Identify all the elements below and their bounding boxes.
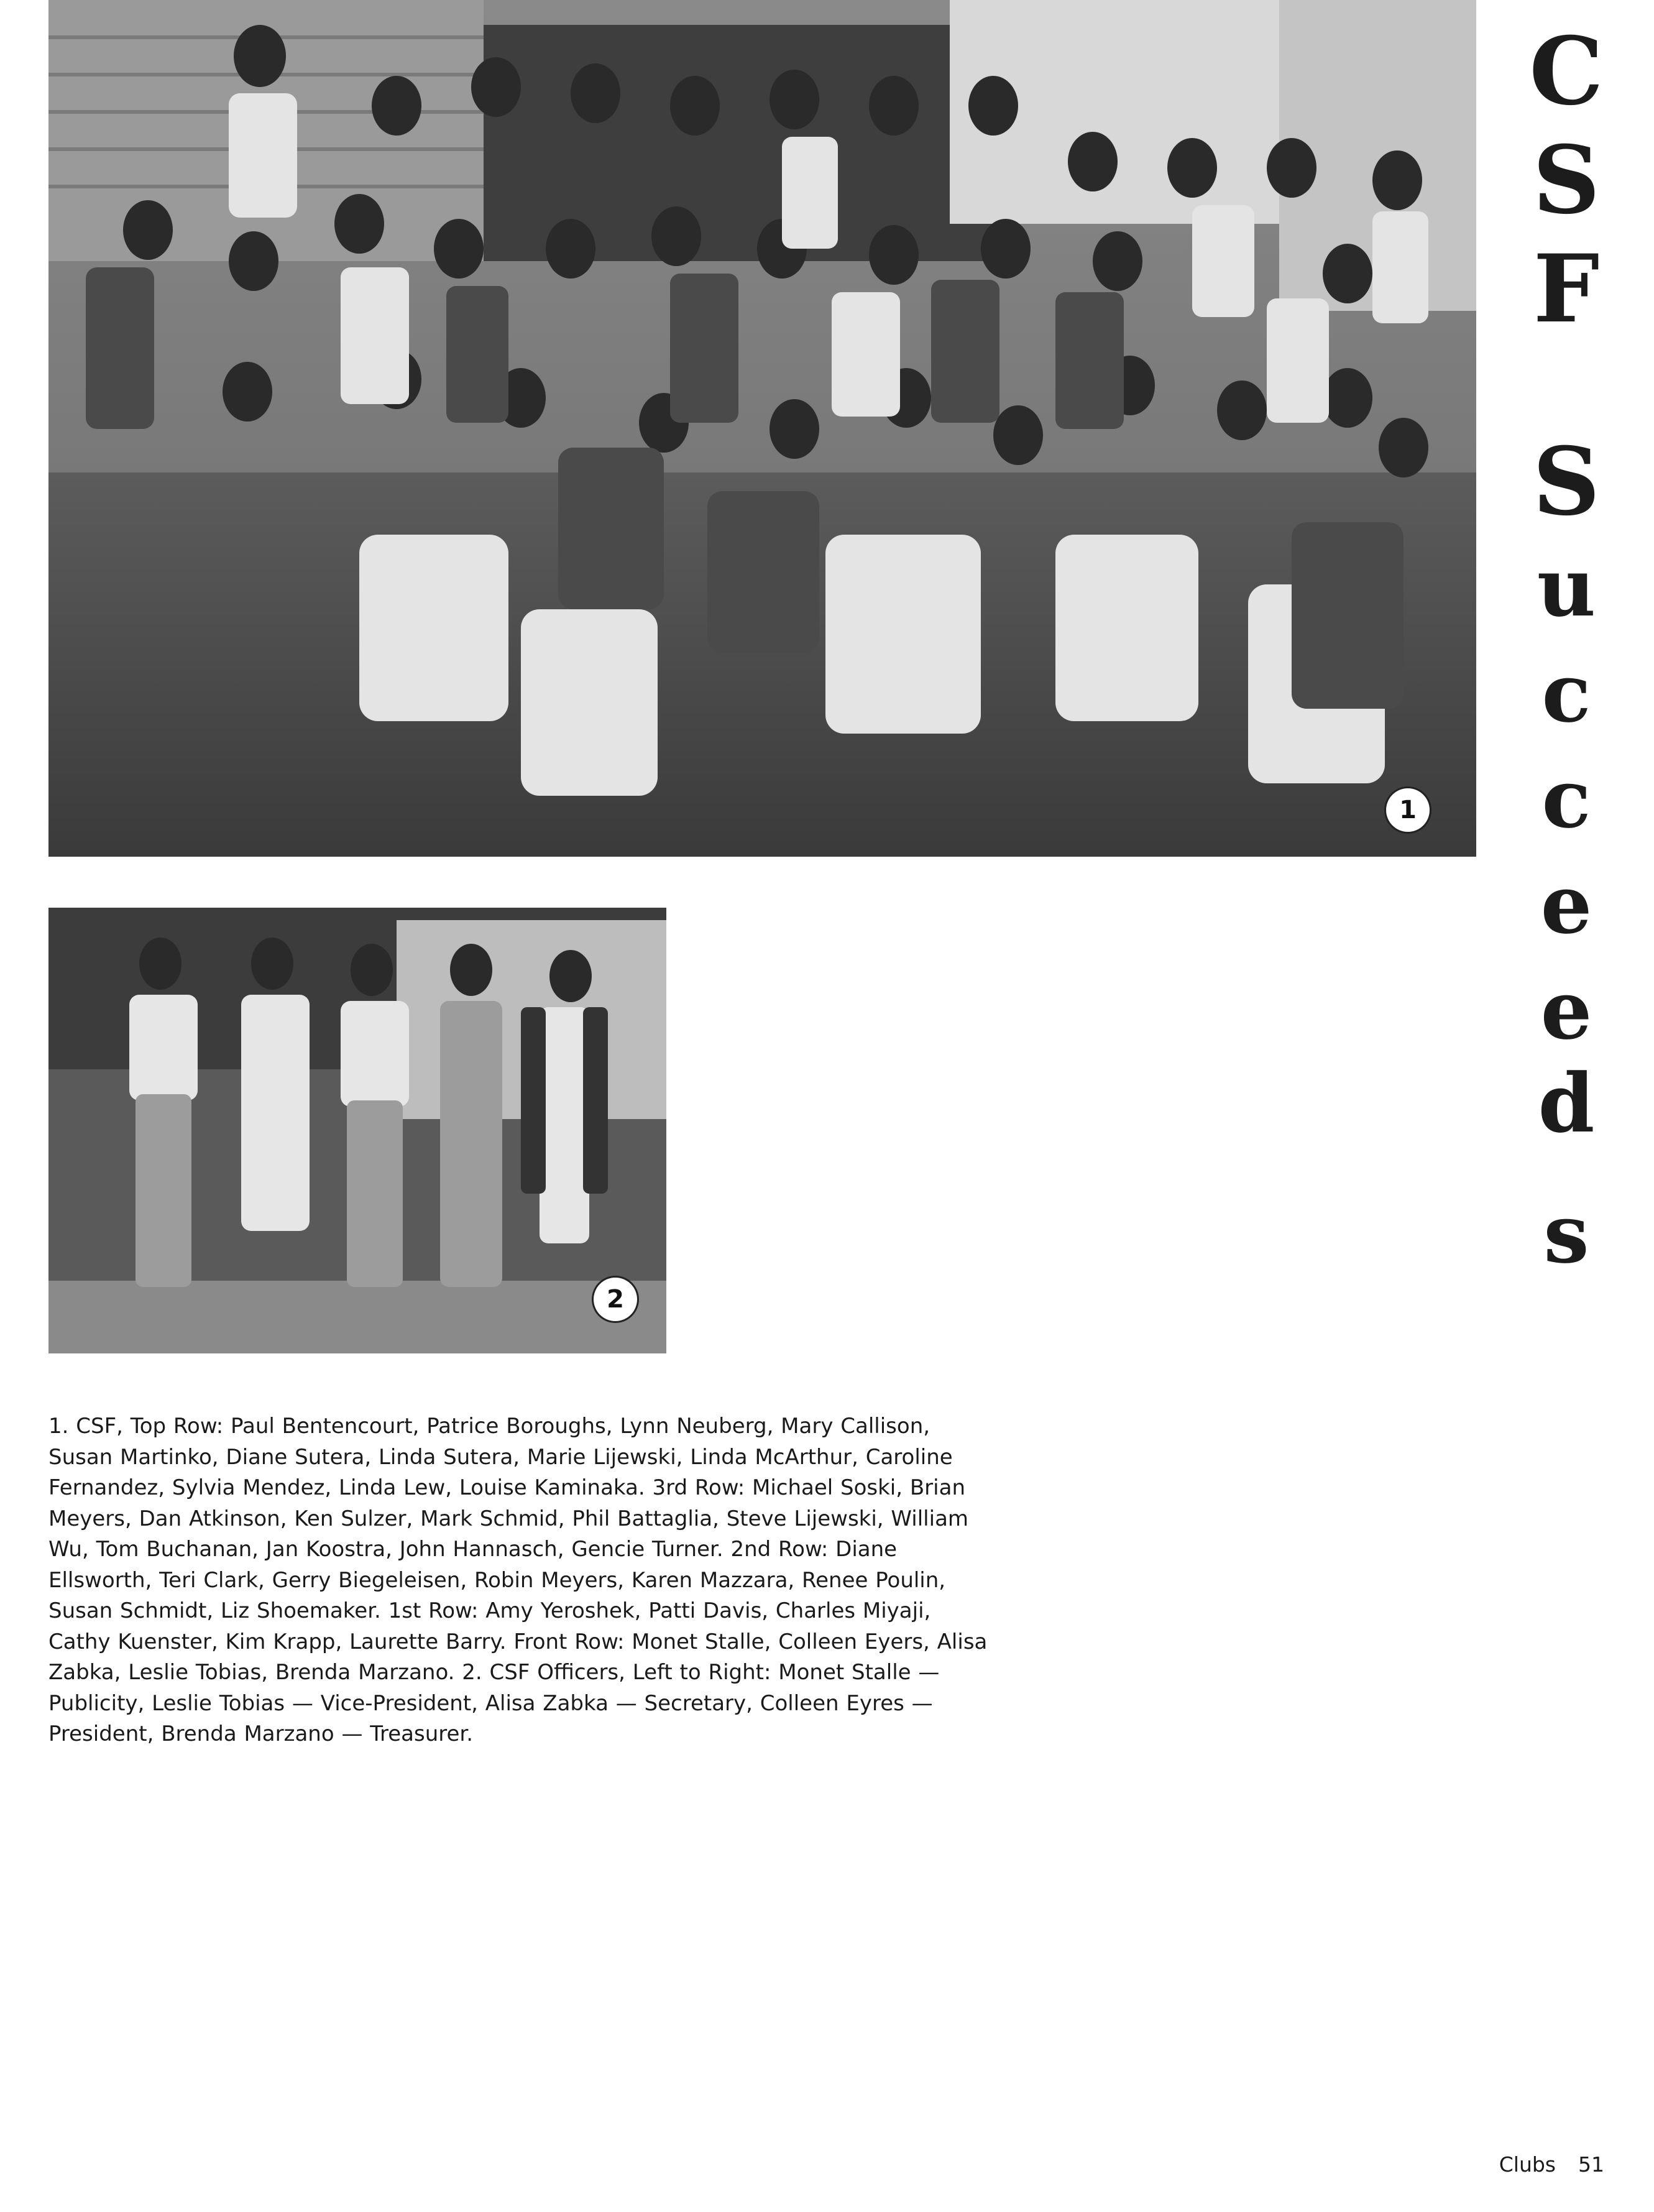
- title-letter: S: [1532, 126, 1601, 235]
- title-letter: s: [1543, 1186, 1589, 1281]
- officers-photo: [48, 908, 666, 1353]
- title-letter: u: [1537, 540, 1596, 635]
- title-letter: S: [1532, 427, 1601, 537]
- title-letter: e: [1540, 857, 1592, 952]
- title-letter: C: [1529, 17, 1604, 126]
- photo-number-badge: 2: [594, 1278, 637, 1321]
- title-letter: c: [1541, 751, 1591, 846]
- photo-number-badge: 1: [1386, 788, 1430, 832]
- page-folio: [1499, 2152, 1604, 2177]
- page-number: 51: [1578, 2152, 1604, 2177]
- title-letter: d: [1538, 1056, 1595, 1151]
- title-letter: c: [1541, 645, 1591, 740]
- title-letter: e: [1540, 962, 1592, 1058]
- group-photo: [48, 0, 1476, 857]
- page-title: [1517, 17, 1616, 1299]
- folio-section-label: Clubs: [1499, 2152, 1556, 2177]
- photo-caption: 1. CSF, Top Row: Paul Bentencourt, Patrice Boroughs, Lynn Neuberg, Mary Callison, Susan Martinko, Diane Sutera, Linda Sutera, Marie Lijewski, Linda McArthur, Caroline Fernandez, Sylvia Mendez, Linda Lew, Louise Kaminaka. 3rd Row: Michael Soski, Brian Meyers, Dan Atkinson, Ken Sulzer, Mark Schmid, Phil Battaglia, Steve Lijewski, William Wu, Tom Buchanan, Jan Koostra, John Hannasch, Gencie Turner. 2nd Row: Diane Ellsworth, Teri Clark, Gerry Biegeleisen, Robin Meyers, Karen Mazzara, Renee Poulin, Susan Schmidt, Liz Shoemaker. 1st Row: Amy Yeroshek, Patti Davis, Charles Miyaji, Cathy Kuenster, Kim Krapp, Laurette Barry. Front Row: Monet Stalle, Colleen Eyers, Alisa Zabka, Leslie Tobias, Brenda Marzano. 2. CSF Officers, Left to Right: Monet Stalle — Publicity, Leslie Tobias — Vice-President, Alisa Zabka — Secretary, Colleen Eyres — President, Brenda Marzano — Treasurer.: [48, 1414, 988, 1746]
- title-letter: F: [1533, 234, 1600, 344]
- group-photo-image: [48, 0, 1476, 857]
- officers-photo-image: [48, 908, 666, 1353]
